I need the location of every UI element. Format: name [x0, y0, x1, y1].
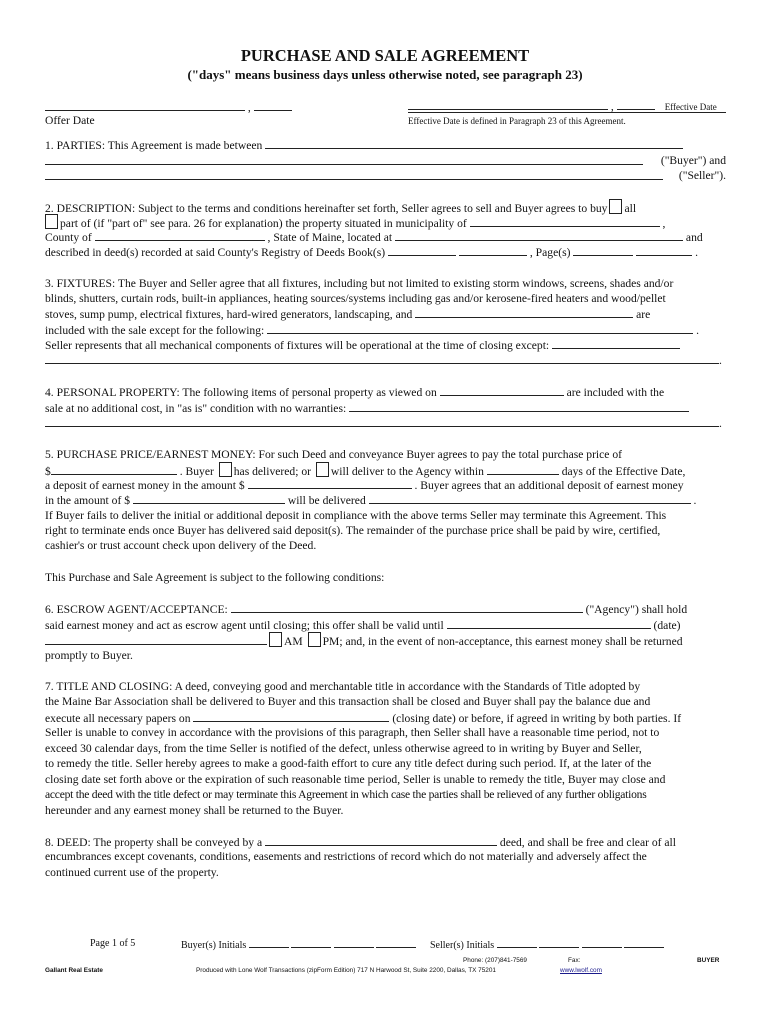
parties-paragraph: 1. PARTIES: This Agreement is made between: [45, 137, 683, 153]
title-closing-line-7: closing date set forth above or the expiration of such reasonable time period, Seller is unable to remedy the title, Buyer may close and: [45, 773, 666, 786]
title-closing-line-8: accept the deed with the title defect or may terminate this Agreement in which case the parties shall be relieved of any further obligations: [45, 788, 647, 801]
municipality-input[interactable]: [470, 215, 660, 227]
has-delivered-checkbox[interactable]: [219, 462, 232, 477]
valid-until-time-input[interactable]: [45, 633, 267, 645]
buyer-input[interactable]: [45, 153, 643, 165]
fixtures-line-1: 3. FIXTURES: The Buyer and Seller agree that all fixtures, including but not limited to existing storm windows, screens, shades and/or: [45, 277, 674, 290]
title-closing-line-9: hereunder and any earnest money shall be returned to the Buyer.: [45, 804, 344, 817]
deliver-days-input[interactable]: [487, 463, 559, 475]
personal-items-input-2[interactable]: [45, 415, 719, 427]
seller-initials-input-1[interactable]: [497, 938, 537, 948]
title-closing-line-2: the Maine Bar Association shall be delivered to Buyer and this transaction shall be closed and Buyer shall pay the balance due and: [45, 695, 651, 708]
earnest-money-input[interactable]: [248, 477, 412, 489]
deed-line-1: 8. DEED: The property shall be conveyed by a deed, and shall be free and clear of all: [45, 836, 676, 849]
seller-initials-input-2[interactable]: [539, 938, 579, 948]
description-line-4: described in deed(s) recorded at said County's Registry of Deeds Book(s) , Page(s) .: [45, 246, 699, 259]
buyer-initials-input-1[interactable]: [249, 938, 289, 948]
fixtures-except-input[interactable]: [552, 337, 680, 349]
website-link[interactable]: www.lwolf.com: [560, 967, 602, 974]
personal-property-line-1: 4. PERSONAL PROPERTY: The following items of personal property as viewed on are included with the: [45, 386, 665, 399]
company-name: Gallant Real Estate: [45, 967, 103, 974]
seller-initials-input-4[interactable]: [624, 938, 664, 948]
personal-property-line-3: .: [45, 415, 722, 431]
deed-line-3: continued current use of the property.: [45, 866, 219, 879]
buyer-initials-input-4[interactable]: [376, 938, 416, 948]
fax-number: Fax:: [568, 957, 581, 964]
price-line-2: $ . Buyer has delivered; or will deliver to the Agency within days of the Effective Date,: [45, 462, 685, 479]
title-closing-line-6: to remedy the title. Seller hereby agrees to make a good-faith effort to cure any title defect during such period. If, at the later of the: [45, 757, 652, 770]
book-input-1[interactable]: [388, 244, 456, 256]
description-line-3: County of , State of Maine, located at and: [45, 231, 703, 244]
buyer-initials-input-3[interactable]: [334, 938, 374, 948]
effective-date-note: Effective Date is defined in Paragraph 23 of this Agreement.: [408, 116, 626, 126]
page-input-1[interactable]: [573, 244, 633, 256]
pm-checkbox[interactable]: [308, 632, 321, 647]
am-checkbox[interactable]: [269, 632, 282, 647]
location-input[interactable]: [395, 229, 683, 241]
escrow-line-2: said earnest money and act as escrow agent until closing; this offer shall be valid until (date): [45, 619, 681, 632]
price-line-4: in the amount of $ will be delivered .: [45, 494, 697, 507]
buyer-initials: Buyer(s) Initials: [181, 938, 416, 951]
valid-until-input[interactable]: [447, 617, 651, 629]
seller-input[interactable]: [45, 168, 663, 180]
document-subtitle: ("days" means business days unless otherwise noted, see paragraph 23): [187, 67, 583, 82]
price-line-7: cashier's or trust account check upon delivery of the Deed.: [45, 539, 317, 552]
title-closing-line-4: Seller is unable to convey in accordance with the provisions of this paragraph, then Seller shall have a reasonable time period, not to: [45, 726, 660, 739]
page-input-2[interactable]: [636, 244, 692, 256]
document-name: BUYER: [697, 957, 720, 964]
page-number: Page 1 of 5: [90, 938, 136, 949]
deed-line-2: encumbrances except covenants, conditions, easements and restrictions of record which do not materially and adversely affect the: [45, 850, 647, 863]
title-closing-line-3: execute all necessary papers on (closing date) or before, if agreed in writing by both parties. If: [45, 712, 682, 725]
buyer-initials-input-2[interactable]: [291, 938, 331, 948]
document-title: PURCHASE AND SALE AGREEMENT: [240, 46, 530, 65]
all-checkbox[interactable]: [609, 199, 622, 214]
description-line-1: 2. DESCRIPTION: Subject to the terms and conditions hereinafter set forth, Seller agrees to sell and Buyer agrees to buy all: [45, 199, 636, 216]
price-line-6: right to terminate ends once Buyer has delivered said deposit(s). The remainder of the purchase price shall be paid by wire, certified,: [45, 524, 661, 537]
deed-type-input[interactable]: [265, 834, 497, 846]
buyer-line: ("Buyer") and: [45, 153, 726, 169]
effective-date-field[interactable]: , Effective Date: [408, 97, 717, 115]
price-line-5: If Buyer fails to deliver the initial or additional deposit in compliance with the above terms Seller may terminate this Agreement. This: [45, 509, 667, 522]
closing-date-input[interactable]: [193, 710, 389, 722]
seller-line: ("Seller").: [45, 168, 726, 184]
will-deliver-checkbox[interactable]: [316, 462, 329, 477]
escrow-line-1: 6. ESCROW AGENT/ACCEPTANCE: ("Agency") shall hold: [45, 603, 688, 616]
offer-date-field[interactable]: ,: [45, 98, 292, 116]
parties-input[interactable]: [265, 137, 683, 149]
additional-deposit-input[interactable]: [133, 492, 285, 504]
seller-initials: Seller(s) Initials: [430, 938, 664, 951]
purchase-price-input[interactable]: [51, 463, 177, 475]
seller-initials-input-3[interactable]: [582, 938, 622, 948]
escrow-line-3: AM PM; and, in the event of non-acceptance, this earnest money shall be returned: [45, 632, 683, 649]
escrow-line-4: promptly to Buyer.: [45, 649, 133, 662]
price-line-3: a deposit of earnest money in the amount $ . Buyer agrees that an additional deposit of earnest money: [45, 479, 684, 492]
fixtures-except-input-2[interactable]: [45, 352, 719, 364]
county-input[interactable]: [95, 229, 265, 241]
fixtures-line-4: included with the sale except for the following: .: [45, 324, 699, 337]
description-line-2: part of (if "part of" see para. 26 for explanation) the property situated in municipality of ,: [45, 214, 665, 231]
price-line-1: 5. PURCHASE PRICE/EARNEST MONEY: For such Deed and conveyance Buyer agrees to pay the total purchase price of: [45, 448, 623, 461]
offer-date-label: Offer Date: [45, 114, 95, 127]
title-closing-line-5: exceed 30 calendar days, from the time Seller is notified of the defect, unless otherwise agreed to in writing by Buyer and Seller,: [45, 742, 642, 755]
fixtures-line-6: .: [45, 352, 722, 368]
fixtures-included-input[interactable]: [415, 306, 633, 318]
fixtures-line-3: stoves, sump pump, electrical fixtures, hard-wired generators, landscaping, and are: [45, 308, 651, 321]
personal-items-input[interactable]: [349, 400, 689, 412]
title-closing-line-1: 7. TITLE AND CLOSING: A deed, conveying good and merchantable title in accordance with the Standards of Title adopted by: [45, 680, 641, 693]
produced-with: Produced with Lone Wolf Transactions (zipForm Edition) 717 N Harwood St, Suite 2200, Dallas, TX 75201: [196, 967, 496, 974]
fixtures-excluded-input[interactable]: [267, 322, 693, 334]
book-input-2[interactable]: [459, 244, 527, 256]
additional-deposit-date-input[interactable]: [369, 492, 691, 504]
fixtures-line-2: blinds, shutters, curtain rods, built-in appliances, heating sources/systems including gas and/or kerosene-fired heaters and wood/pellet: [45, 292, 666, 305]
part-of-checkbox[interactable]: [45, 214, 58, 229]
fixtures-line-5: Seller represents that all mechanical components of fixtures will be operational at the time of closing except:: [45, 337, 680, 353]
agency-input[interactable]: [231, 601, 583, 613]
viewed-on-input[interactable]: [440, 384, 564, 396]
personal-property-line-2: sale at no additional cost, in "as is" condition with no warranties:: [45, 400, 689, 416]
conditions-statement: This Purchase and Sale Agreement is subject to the following conditions:: [45, 571, 385, 584]
phone-number: Phone: (207)841-7569: [463, 957, 527, 964]
effective-date-label: Effective Date: [664, 102, 717, 112]
